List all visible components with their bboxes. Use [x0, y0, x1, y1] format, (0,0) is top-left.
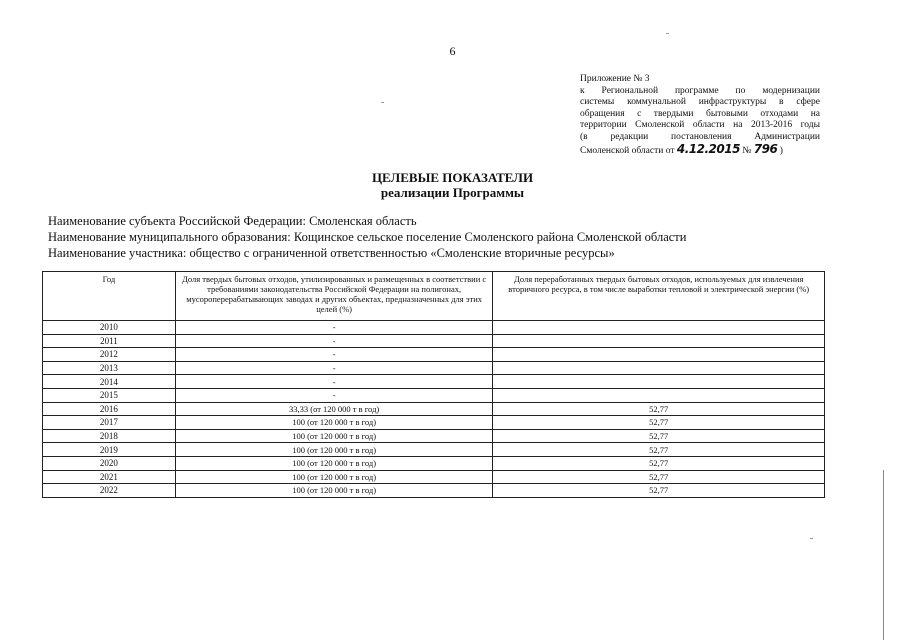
share-disposed-cell: 33,33 (от 120 000 т в год) [175, 402, 493, 416]
page-number: 6 [449, 44, 456, 58]
table-row [43, 334, 825, 348]
year-cell: 2014 [43, 375, 176, 389]
share-recycled-cell: 52,77 [493, 429, 825, 443]
table-row [43, 361, 825, 375]
share-recycled-cell [493, 388, 825, 402]
share-recycled-cell [493, 348, 825, 362]
share-disposed-cell: 100 (от 120 000 т в год) [175, 443, 493, 457]
table-row [43, 456, 825, 470]
share-recycled-cell: 52,77 [493, 470, 825, 484]
appendix-line: Приложение № 3 [580, 74, 650, 84]
year-cell: 2013 [43, 361, 176, 375]
year-cell: 2011 [43, 334, 176, 348]
share-recycled-cell [493, 321, 825, 335]
handwritten-number: 796 [753, 141, 778, 156]
share-recycled-cell [493, 361, 825, 375]
appendix-block [580, 74, 820, 157]
table-row [43, 429, 825, 443]
document-title [0, 170, 905, 200]
scan-edge-line [883, 470, 884, 640]
participant-name: Наименование участника: общество с ограниченной ответственностью «Смоленские вторичные ресурсы» [48, 246, 615, 260]
table-row [43, 443, 825, 457]
year-cell: 2022 [43, 484, 176, 498]
scan-speck [810, 538, 813, 539]
share-disposed-cell: - [175, 334, 493, 348]
appendix-line: системы коммунальной инфраструктуры в сфере [580, 97, 820, 108]
table-row [43, 348, 825, 362]
year-cell: 2019 [43, 443, 176, 457]
year-cell: 2017 [43, 416, 176, 430]
number-label: № [742, 145, 752, 156]
share-disposed-cell: 100 (от 120 000 т в год) [175, 484, 493, 498]
share-disposed-cell: - [175, 321, 493, 335]
appendix-last-line [580, 141, 820, 158]
share-disposed-cell: 100 (от 120 000 т в год) [175, 470, 493, 484]
share-recycled-cell: 52,77 [493, 456, 825, 470]
municipality-name: Наименование муниципального образования: Кощинское сельское поселение Смоленского района Смоленской области [48, 230, 687, 244]
table-row [43, 388, 825, 402]
share-disposed-cell: 100 (от 120 000 т в год) [175, 456, 493, 470]
table-row [43, 402, 825, 416]
appendix-line: обращения с твердыми бытовыми отходами на [580, 108, 820, 119]
share-recycled-cell: 52,77 [493, 416, 825, 430]
share-recycled-cell [493, 375, 825, 389]
header-year: Год [43, 272, 176, 321]
header-share-disposed: Доля твердых бытовых отходов, утилизированных и размещенных в соответствии с требованиями законодательства Российской Федерации на полигонах, мусороперерабатывающих заводах и других объектах, предназначенных для этих целей (%) [175, 272, 493, 321]
table-row [43, 416, 825, 430]
scan-speck [666, 33, 669, 34]
share-recycled-cell: 52,77 [493, 484, 825, 498]
year-cell: 2012 [43, 348, 176, 362]
appendix-line: территории Смоленской области на 2013-2016 годы [580, 120, 820, 131]
table-row [43, 375, 825, 389]
scan-speck [381, 102, 384, 103]
info-block [48, 213, 686, 261]
share-disposed-cell: - [175, 388, 493, 402]
table-row [43, 484, 825, 498]
year-cell: 2016 [43, 402, 176, 416]
share-recycled-cell: 52,77 [493, 443, 825, 457]
table-row [43, 470, 825, 484]
year-cell: 2010 [43, 321, 176, 335]
header-share-recycled: Доля переработанных твердых бытовых отходов, используемых для извлечения вторичного ресурса, в том числе выработки тепловой и электрической энергии (%) [493, 272, 825, 321]
year-cell: 2020 [43, 456, 176, 470]
title-line-1: ЦЕЛЕВЫЕ ПОКАЗАТЕЛИ [371, 170, 534, 185]
share-disposed-cell: 100 (от 120 000 т в год) [175, 429, 493, 443]
indicators-table [42, 271, 825, 498]
share-recycled-cell [493, 334, 825, 348]
year-cell: 2021 [43, 470, 176, 484]
share-disposed-cell: - [175, 361, 493, 375]
share-disposed-cell: 100 (от 120 000 т в год) [175, 416, 493, 430]
share-recycled-cell: 52,77 [493, 402, 825, 416]
share-disposed-cell: - [175, 375, 493, 389]
year-cell: 2018 [43, 429, 176, 443]
table-header-row [43, 272, 825, 321]
year-cell: 2015 [43, 388, 176, 402]
appendix-closing-paren: ) [779, 145, 783, 156]
title-line-2: реализации Программы [380, 185, 525, 200]
appendix-line: к Региональной программе по модернизации [580, 85, 820, 96]
subject-name: Наименование субъекта Российской Федерации: Смоленская область [48, 214, 417, 228]
appendix-date-prefix: Смоленской области от [580, 145, 675, 156]
appendix-line: (в редакции постановления Администрации [580, 131, 820, 142]
table-row [43, 321, 825, 335]
handwritten-date: 4.12.2015 [676, 141, 740, 156]
share-disposed-cell: - [175, 348, 493, 362]
